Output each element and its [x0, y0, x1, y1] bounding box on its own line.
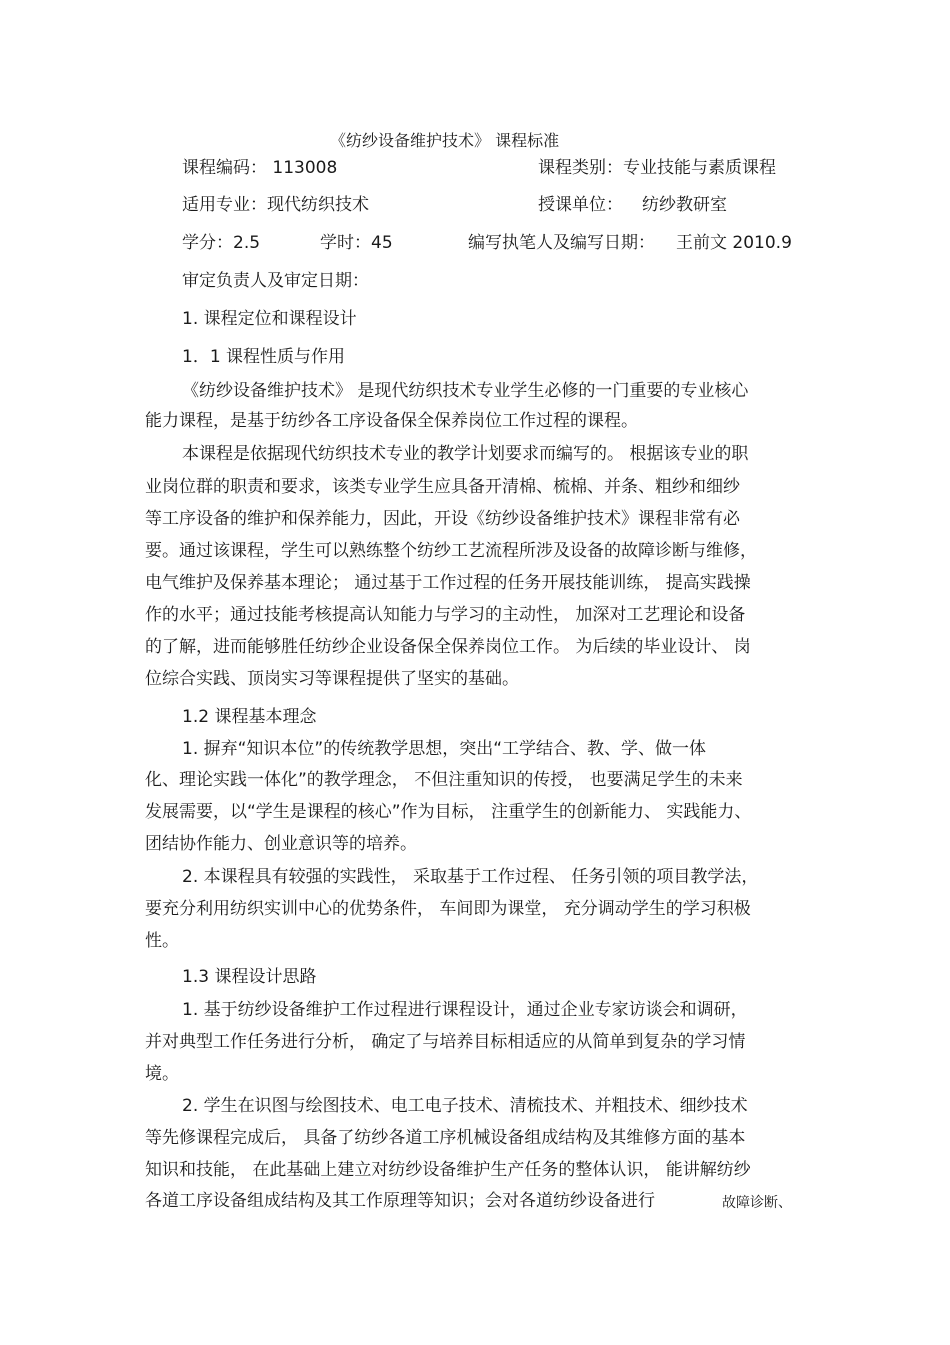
paragraph-line: 的了解，进而能够胜任纺纱企业设备保全保养岗位工作。 为后续的毕业设计、 岗 — [145, 637, 751, 657]
paragraph-line-tail: 故障诊断、 — [722, 1195, 792, 1211]
paragraph-line: 等先修课程完成后， 具备了纺纱各道工序机械设备组成结构及其维修方面的基本 — [145, 1128, 746, 1148]
credit: 学分：2.5 — [182, 233, 261, 253]
subsection-heading: 1.2 课程基本理念 — [182, 707, 317, 727]
paragraph-line: 电气维护及保养基本理论； 通过基于工作过程的任务开展技能训练， 提高实践操 — [145, 573, 751, 593]
section-heading: 1. 课程定位和课程设计 — [182, 309, 357, 329]
paragraph-line: 本课程是依据现代纺织技术专业的教学计划要求而编写的。 根据该专业的职 — [182, 444, 749, 464]
teaching-unit-label: 授课单位： — [538, 195, 623, 215]
applicable-major: 适用专业：现代纺织技术 — [182, 195, 369, 215]
reviewer-line: 审定负责人及审定日期： — [182, 271, 369, 291]
paragraph-line: 1. 摒弃“知识本位”的传统教学思想，突出“工学结合、教、学、做一体 — [182, 739, 707, 759]
document-title: 《纺纱设备维护技术》 课程标准 — [330, 131, 560, 150]
paragraph-line: 团结协作能力、创业意识等的培养。 — [145, 834, 417, 854]
teaching-unit-value: 纺纱教研室 — [642, 195, 727, 215]
hours: 学时：45 — [320, 233, 393, 253]
course-type: 课程类别：专业技能与素质课程 — [538, 158, 776, 178]
paragraph-line: 要充分利用纺织实训中心的优势条件， 车间即为课堂， 充分调动学生的学习积极 — [145, 899, 751, 919]
paragraph-line: 各道工序设备组成结构及其工作原理等知识；会对各道纺纱设备进行 — [145, 1191, 655, 1211]
paragraph-line: 2. 学生在识图与绘图技术、电工电子技术、清梳技术、并粗技术、细纱技术 — [182, 1096, 748, 1116]
subsection-heading: 1．1 课程性质与作用 — [182, 347, 346, 367]
paragraph-line: 要。通过该课程，学生可以熟练整个纺纱工艺流程所涉及设备的故障诊断与维修， — [145, 541, 757, 561]
paragraph-line: 并对典型工作任务进行分析， 确定了与培养目标相适应的从简单到复杂的学习情 — [145, 1032, 746, 1052]
paragraph-line: 境。 — [145, 1064, 179, 1084]
paragraph-line: 业岗位群的职责和要求，该类专业学生应具备开清棉、梳棉、并条、粗纱和细纱 — [145, 477, 740, 497]
paragraph-line: 性。 — [145, 931, 179, 951]
author-value: 王前文 2010.9 — [676, 233, 792, 253]
paragraph-line: 2. 本课程具有较强的实践性， 采取基于工作过程、 任务引领的项目教学法， — [182, 867, 759, 887]
paragraph-line: 能力课程，是基于纺纱各工序设备保全保养岗位工作过程的课程。 — [145, 411, 638, 431]
paragraph-line: 知识和技能， 在此基础上建立对纺纱设备维护生产任务的整体认识， 能讲解纺纱 — [145, 1160, 751, 1180]
paragraph-line: 等工序设备的维护和保养能力，因此，开设《纺纱设备维护技术》课程非常有必 — [145, 509, 740, 529]
paragraph-line: 发展需要，以“学生是课程的核心”作为目标， 注重学生的创新能力、 实践能力、 — [145, 802, 752, 822]
paragraph-line: 《纺纱设备维护技术》 是现代纺织技术专业学生必修的一门重要的专业核心 — [182, 381, 749, 401]
paragraph-line: 位综合实践、顶岗实习等课程提供了坚实的基础。 — [145, 669, 519, 689]
paragraph-line: 作的水平；通过技能考核提高认知能力与学习的主动性， 加深对工艺理论和设备 — [145, 605, 746, 625]
subsection-heading: 1.3 课程设计思路 — [182, 967, 317, 987]
course-code: 课程编码： 113008 — [182, 158, 338, 178]
paragraph-line: 1. 基于纺纱设备维护工作过程进行课程设计，通过企业专家访谈会和调研， — [182, 1000, 748, 1020]
author-label: 编写执笔人及编写日期： — [468, 233, 655, 253]
paragraph-line: 化、理论实践一体化”的教学理念， 不但注重知识的传授， 也要满足学生的未来 — [145, 770, 743, 790]
